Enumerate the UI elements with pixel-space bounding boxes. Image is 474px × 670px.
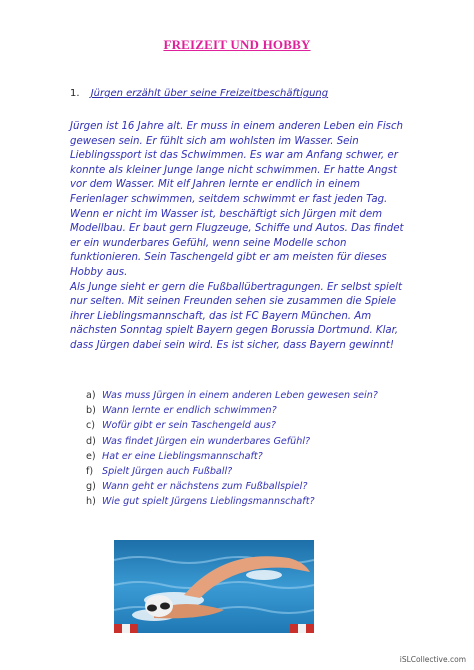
question-item bbox=[86, 388, 416, 403]
question-item bbox=[86, 479, 416, 494]
question-text: Was findet Jürgen ein wunderbares Gefühl? bbox=[102, 435, 311, 447]
question-letter: h) bbox=[86, 496, 96, 508]
page-title: FREIZEIT UND HOBBY bbox=[163, 37, 311, 52]
question-item bbox=[86, 449, 416, 464]
watermark-credit: iSLCollective.com bbox=[399, 655, 466, 664]
question-item bbox=[86, 403, 416, 418]
story-paragraph-1: Jürgen ist 16 Jahre alt. Er muss in einem anderen Leben ein Fisch gewesen sein. Er fühlt sich am wohlsten im Wasser. Sein Lieblingssport ist das Schwimmen. Es war am Anfang schwer, er konnte als kleiner Junge lange nicht schwimmen. Er hatte Angst vor dem Wasser. Mit elf Jahren lernte er endlich in einem Ferienlager schwimmen, seitdem schwimmt er fast jeden Tag. Wenn er nicht im Wasser ist, beschäftigt sich Jürgen mit dem Modellbau. Er baut gern Flugzeuge, Schiffe und Autos. Das findet er ein wunderbares Gefühl, wenn seine Modelle schon funktionieren. Sein Taschengeld gibt er am meisten für dieses Hobby aus. bbox=[70, 121, 404, 278]
question-letter: f) bbox=[86, 465, 94, 477]
swimmer-illustration bbox=[114, 540, 314, 633]
question-text: Spielt Jürgen auch Fußball? bbox=[102, 465, 233, 477]
question-text: Wann geht er nächstens zum Fußballspiel? bbox=[102, 481, 308, 493]
question-text: Wie gut spielt Jürgens Lieblingsmannschaft? bbox=[102, 496, 315, 508]
question-item bbox=[86, 464, 416, 479]
question-text: Wann lernte er endlich schwimmen? bbox=[102, 405, 277, 417]
task-text: Jürgen erzählt über seine Freizeitbeschäftigung bbox=[90, 88, 329, 99]
question-item bbox=[86, 434, 416, 449]
task-number: 1. bbox=[70, 88, 80, 99]
story-paragraph-2: Als Junge sieht er gern die Fußballübertragungen. Er selbst spielt nur selten. Mit seinen Freunden sehen sie zusammen die Spiele ihrer Lieblingsmannschaft, das ist FC Bayern München. Am nächsten Sonntag spielt Bayern gegen Borussia Dortmund. Klar, dass Jürgen dabei sein wird. Es ist sicher, dass Bayern gewinnt! bbox=[70, 281, 402, 351]
question-item bbox=[86, 418, 416, 433]
question-letter: c) bbox=[86, 420, 96, 432]
question-text: Hat er eine Lieblingsmannschaft? bbox=[102, 450, 263, 462]
question-letter: d) bbox=[86, 435, 96, 447]
question-letter: e) bbox=[86, 450, 96, 462]
question-letter: g) bbox=[86, 481, 96, 493]
task-heading bbox=[70, 88, 328, 99]
question-text: Wofür gibt er sein Taschengeld aus? bbox=[102, 420, 276, 432]
question-item bbox=[86, 494, 416, 509]
question-list bbox=[86, 388, 416, 510]
swimmer-photo bbox=[114, 540, 314, 633]
question-letter: a) bbox=[86, 390, 96, 401]
story-text bbox=[70, 120, 415, 354]
question-text: Was muss Jürgen in einem anderen Leben gewesen sein? bbox=[102, 390, 378, 401]
question-letter: b) bbox=[86, 405, 96, 417]
